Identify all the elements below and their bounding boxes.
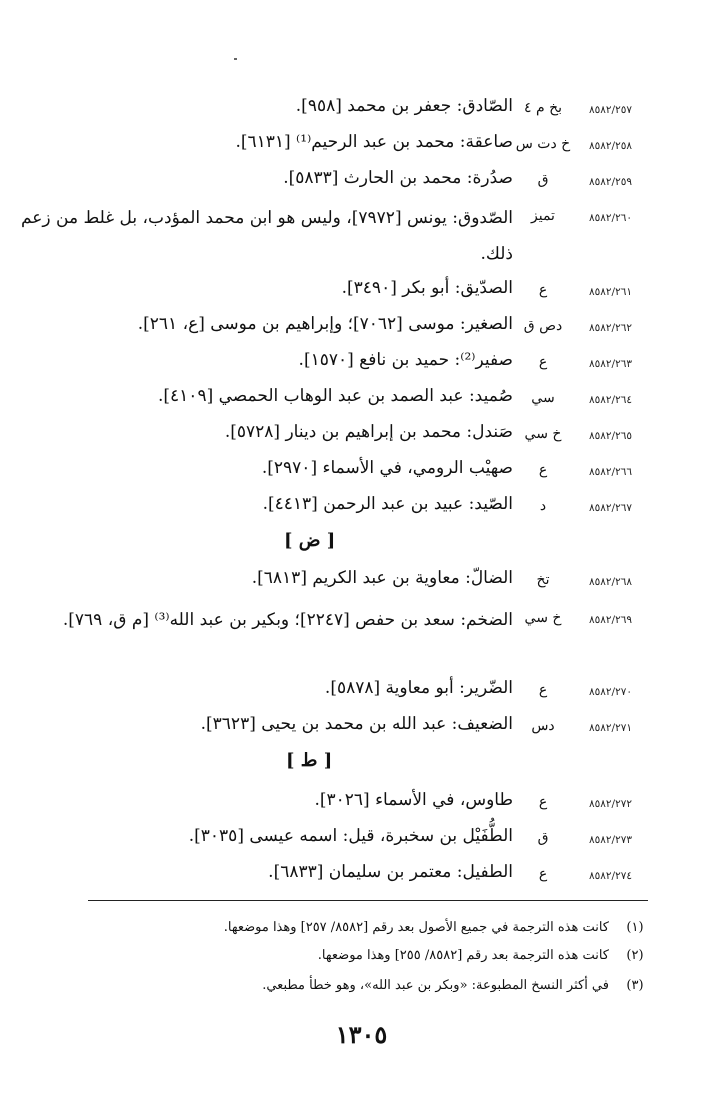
entry-text: الصدّيق: أبو بكر [٣٤٩٠]. xyxy=(341,278,513,298)
footnote-text: في أكثر النسخ المطبوعة: «وبكر بن عبد الله»، وهو خطأ مطبعي. xyxy=(262,978,609,993)
entry-number: ٨٥٨٢/٢٦٧ xyxy=(589,502,633,514)
entry-number: ٨٥٨٢/٢٦٤ xyxy=(589,394,633,406)
entry-number: ٨٥٨٢/٢٧٤ xyxy=(589,870,633,882)
entry-274 xyxy=(0,860,723,894)
source-code: خ سي xyxy=(524,610,562,626)
entry-263 xyxy=(0,348,723,382)
entry-272 xyxy=(0,788,723,822)
source-code: ع xyxy=(538,794,548,810)
entry-number: ٨٥٨٢/٢٦٥ xyxy=(589,430,633,442)
entry-number: ٨٥٨٢/٢٦١ xyxy=(589,286,633,298)
entry-264 xyxy=(0,384,723,418)
entry-266 xyxy=(0,456,723,490)
entry-273 xyxy=(0,824,723,858)
entry-text: صُميد: عبد الصمد بن عبد الوهاب الحمصي [٤١٠٩]. xyxy=(158,386,513,406)
source-code: د xyxy=(539,498,547,514)
entry-257 xyxy=(0,94,723,128)
source-code: ع xyxy=(538,462,548,478)
footnote-text: كانت هذه الترجمة بعد رقم [٨٥٨٢/ ٢٥٥] وهذا موضعها. xyxy=(317,948,609,963)
entry-text: صَندل: محمد بن إبراهيم بن دينار [٥٧٢٨]. xyxy=(224,422,513,442)
entry-number: ٨٥٨٢/٢٦٦ xyxy=(589,466,633,478)
footnote-3 xyxy=(91,976,651,1000)
entry-number: ٨٥٨٢/٢٦٨ xyxy=(589,576,633,588)
entry-text: الضخم: سعد بن حفص [٢٢٤٧]؛ وبكير بن عبد الله⁽³⁾ [م ق، ٧٦٩]. xyxy=(62,610,513,630)
entry-text: الصّادق: جعفر بن محمد [٩٥٨]. xyxy=(295,96,513,116)
footnote-text: كانت هذه الترجمة في جميع الأصول بعد رقم [٨٥٨٢/ ٢٥٧] وهذا موضعها. xyxy=(223,920,609,935)
entry-261 xyxy=(0,276,723,310)
entry-number: ٨٥٨٢/٢٦٠ xyxy=(589,212,633,224)
entry-262 xyxy=(0,312,723,346)
source-code: دس xyxy=(531,718,555,734)
entry-text: الصّدوق: يونس [٧٩٧٢]، وليس هو ابن محمد المؤدب، بل غلط من زعم ذلك. xyxy=(20,208,513,264)
entry-269 xyxy=(0,604,723,674)
source-code: تخ xyxy=(536,572,550,588)
source-code: تميز xyxy=(531,208,555,224)
section-heading-dad: [ ض ] xyxy=(284,530,336,551)
source-code: ع xyxy=(538,282,548,298)
entry-text: الضالّ: معاوية بن عبد الكريم [٦٨١٣]. xyxy=(251,568,513,588)
entry-267 xyxy=(0,492,723,526)
entry-260 xyxy=(0,202,723,272)
entry-259 xyxy=(0,166,723,200)
entry-265 xyxy=(0,420,723,454)
source-code: ق xyxy=(537,172,549,188)
entry-text: الضعيف: عبد الله بن محمد بن يحيى [٣٦٢٣]. xyxy=(200,714,513,734)
source-code: خ سي xyxy=(524,426,562,442)
footnote-marker: (٢) xyxy=(626,948,644,963)
entry-number: ٨٥٨٢/٢٧٢ xyxy=(589,798,633,810)
source-code: بخ م ٤ xyxy=(523,100,563,116)
footnote-marker: (١) xyxy=(626,920,644,935)
footnote-divider xyxy=(88,900,648,901)
entry-number: ٨٥٨٢/٢٦٣ xyxy=(589,358,633,370)
section-heading-ta: [ ط ] xyxy=(286,750,333,771)
entry-number: ٨٥٨٢/٢٦٩ xyxy=(589,614,633,626)
entry-number: ٨٥٨٢/٢٧١ xyxy=(589,722,633,734)
entry-text: صفير⁽²⁾: حميد بن نافع [١٥٧٠]. xyxy=(298,350,513,370)
print-speck xyxy=(234,58,237,60)
entry-270 xyxy=(0,676,723,710)
footnote-1 xyxy=(91,918,651,942)
entry-text: الضّرير: أبو معاوية [٥٨٧٨]. xyxy=(324,678,513,698)
source-code: ع xyxy=(538,682,548,698)
entry-number: ٨٥٨٢/٢٧٣ xyxy=(589,834,633,846)
entry-number: ٨٥٨٢/٢٥٨ xyxy=(589,140,633,152)
entry-text: طاوس، في الأسماء [٣٠٢٦]. xyxy=(314,790,513,810)
entry-text: صهيْب الرومي، في الأسماء [٢٩٧٠]. xyxy=(261,458,513,478)
entry-268 xyxy=(0,566,723,600)
footnote-2 xyxy=(91,946,651,970)
entry-number: ٨٥٨٢/٢٧٠ xyxy=(589,686,633,698)
entry-number: ٨٥٨٢/٢٥٧ xyxy=(589,104,633,116)
entry-text: الصّيد: عبيد بن عبد الرحمن [٤٤١٣]. xyxy=(262,494,513,514)
source-code: ع xyxy=(538,866,548,882)
footnote-marker: (٣) xyxy=(626,978,644,993)
source-code: دص ق xyxy=(523,318,563,334)
entry-text: الطفيل: معتمر بن سليمان [٦٨٣٣]. xyxy=(268,862,513,882)
source-code: سي xyxy=(531,390,555,406)
page-number: ١٣٠٥ xyxy=(335,1020,388,1049)
entry-text: صاعقة: محمد بن عبد الرحيم⁽¹⁾ [٦١٣١]. xyxy=(235,132,513,152)
entry-number: ٨٥٨٢/٢٦٢ xyxy=(589,322,633,334)
entry-text: صدُرة: محمد بن الحارث [٥٨٣٣]. xyxy=(283,168,513,188)
source-code: ع xyxy=(538,354,548,370)
entry-258 xyxy=(0,130,723,164)
entry-text: الطُّفَيْل بن سخبرة، قيل: اسمه عيسى [٣٠٣٥]. xyxy=(188,826,513,846)
entry-number: ٨٥٨٢/٢٥٩ xyxy=(589,176,633,188)
source-code: خ دت س xyxy=(515,136,571,152)
entry-271 xyxy=(0,712,723,746)
source-code: ق xyxy=(537,830,549,846)
entry-text: الصغير: موسى [٧٠٦٢]؛ وإبراهيم بن موسى [ع، ٢٦١]. xyxy=(137,314,513,334)
